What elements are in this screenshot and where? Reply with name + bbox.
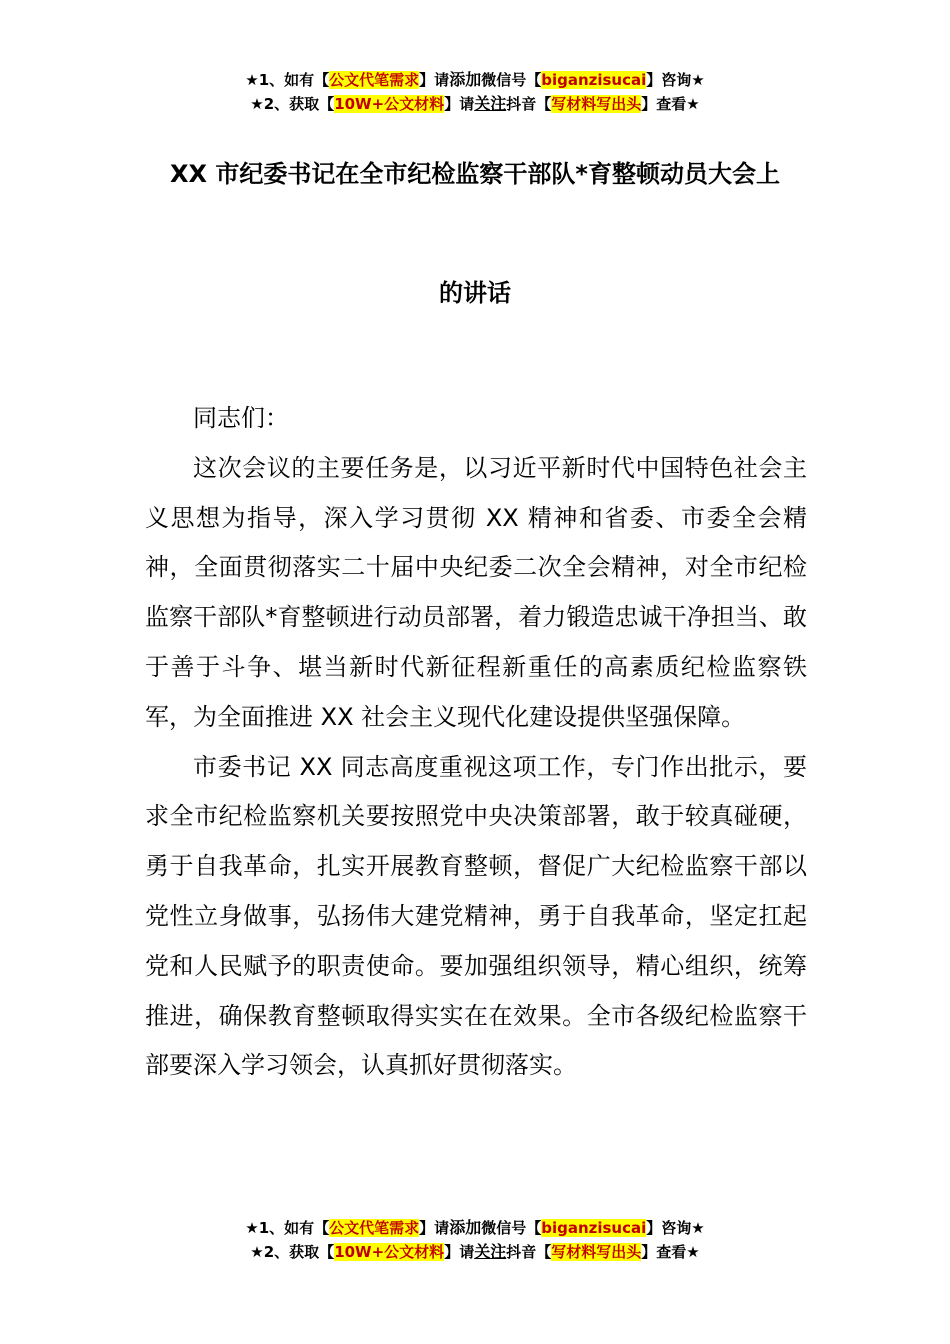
banner-emphasis: 关注 [474, 94, 507, 113]
banner-highlight: 10W+公文材料 [334, 1243, 445, 1261]
banner-text: 】请 [419, 1219, 450, 1237]
banner-text: ★2、获取【 [250, 95, 335, 113]
document-title-line-2: 的讲话 [439, 279, 511, 307]
banner-emphasis: 添加 [449, 1218, 482, 1237]
banner-line-1 [0, 1216, 950, 1240]
banner-highlight: 公文代笔需求 [329, 1219, 420, 1237]
top-banner [0, 68, 950, 116]
banner-text: 】请 [444, 1243, 475, 1261]
banner-text: 】请 [419, 71, 450, 89]
banner-emphasis: 添加 [449, 70, 482, 89]
banner-highlight: 10W+公文材料 [334, 95, 445, 113]
banner-text: 】咨询★ [646, 71, 705, 89]
banner-line-1 [0, 68, 950, 92]
document-body [145, 394, 807, 1091]
banner-text: 抖音【 [506, 1243, 552, 1261]
banner-emphasis: 关注 [474, 1242, 507, 1261]
document-title-line-1: XX 市纪委书记在全市纪检监察干部队*育整顿动员大会上 [170, 160, 780, 188]
bottom-banner [0, 1216, 950, 1264]
banner-wechat-id: biganzisucai [541, 71, 647, 89]
banner-douyin-id: 写材料写出头 [551, 95, 642, 113]
banner-text: 抖音【 [506, 95, 552, 113]
banner-text: ★2、获取【 [250, 1243, 335, 1261]
banner-text: 微信号【 [481, 1219, 542, 1237]
banner-line-2 [0, 1240, 950, 1264]
banner-line-2 [0, 92, 950, 116]
banner-text: 】请 [444, 95, 475, 113]
banner-douyin-id: 写材料写出头 [551, 1243, 642, 1261]
banner-text: 】查看★ [641, 1243, 700, 1261]
banner-text: 】查看★ [641, 95, 700, 113]
banner-highlight: 公文代笔需求 [329, 71, 420, 89]
paragraph: 这次会议的主要任务是，以习近平新时代中国特色社会主义思想为指导，深入学习贯彻 XX 精神和省委、市委全会精神，全面贯彻落实二十届中央纪委二次全会精神，对全市纪检监察干部队*育整顿进行动员部署，着力锻造忠诚干净担当、敢于善于斗争、堪当新时代新征程新重任的高素质纪检监察铁军，为全面推进 XX 社会主义现代化建设提供坚强保障。 [145, 453, 807, 731]
banner-text: 】咨询★ [646, 1219, 705, 1237]
banner-text: ★1、如有【 [245, 1219, 330, 1237]
salutation: 同志们： [193, 404, 289, 432]
paragraph: 市委书记 XX 同志高度重视这项工作，专门作出批示，要求全市纪检监察机关要按照党中央决策部署，敢于较真碰硬，勇于自我革命，扎实开展教育整顿，督促广大纪检监察干部以党性立身做事，弘扬伟大建党精神，勇于自我革命，坚定扛起党和人民赋予的职责使命。要加强组织领导，精心组织，统筹推进，确保教育整顿取得实实在在效果。全市各级纪检监察干部要深入学习领会，认真抓好贯彻落实。 [145, 752, 807, 1080]
banner-text: ★1、如有【 [245, 71, 330, 89]
banner-text: 微信号【 [481, 71, 542, 89]
banner-wechat-id: biganzisucai [541, 1219, 647, 1237]
